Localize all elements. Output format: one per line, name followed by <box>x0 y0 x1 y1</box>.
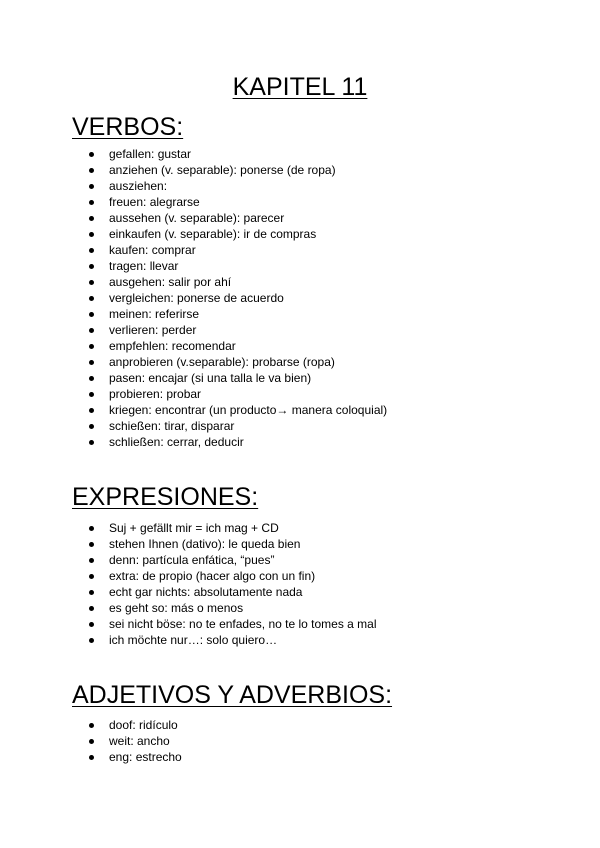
list-item: schießen: tirar, disparar <box>84 418 387 434</box>
list-item: anziehen (v. separable): ponerse (de ropa) <box>84 162 387 178</box>
list-item: schließen: cerrar, deducir <box>84 434 387 450</box>
list-item: ausziehen: <box>84 178 387 194</box>
list-item: verlieren: perder <box>84 322 387 338</box>
section-heading-expresiones: EXPRESIONES: <box>72 483 259 511</box>
verbos-list <box>84 146 387 450</box>
list-item: kriegen: encontrar (un producto→ manera coloquial) <box>84 402 387 418</box>
list-item: anprobieren (v.separable): probarse (ropa) <box>84 354 387 370</box>
list-item: doof: ridículo <box>84 717 182 733</box>
list-item: einkaufen (v. separable): ir de compras <box>84 226 387 242</box>
list-item: denn: partícula enfática, “pues” <box>84 552 377 568</box>
list-item: es geht so: más o menos <box>84 600 377 616</box>
section-heading-verbos: VERBOS: <box>72 113 184 141</box>
list-item: meinen: referirse <box>84 306 387 322</box>
section-heading-adjetivos: ADJETIVOS Y ADVERBIOS: <box>72 681 393 709</box>
list-item: Suj + gefällt mir = ich mag + CD <box>84 520 377 536</box>
list-item: ausgehen: salir por ahí <box>84 274 387 290</box>
list-item: weit: ancho <box>84 733 182 749</box>
list-item: aussehen (v. separable): parecer <box>84 210 387 226</box>
list-item: eng: estrecho <box>84 749 182 765</box>
list-item: echt gar nichts: absolutamente nada <box>84 584 377 600</box>
list-item: stehen Ihnen (dativo): le queda bien <box>84 536 377 552</box>
list-item: ich möchte nur…: solo quiero… <box>84 632 377 648</box>
page-title: KAPITEL 11 <box>232 73 368 101</box>
expresiones-list <box>84 520 377 648</box>
list-item: pasen: encajar (si una talla le va bien) <box>84 370 387 386</box>
list-item: probieren: probar <box>84 386 387 402</box>
list-item: tragen: llevar <box>84 258 387 274</box>
list-item: extra: de propio (hacer algo con un fin) <box>84 568 377 584</box>
list-item: freuen: alegrarse <box>84 194 387 210</box>
list-item: gefallen: gustar <box>84 146 387 162</box>
adjetivos-list <box>84 717 182 765</box>
list-item: sei nicht böse: no te enfades, no te lo tomes a mal <box>84 616 377 632</box>
list-item: kaufen: comprar <box>84 242 387 258</box>
list-item: empfehlen: recomendar <box>84 338 387 354</box>
list-item: vergleichen: ponerse de acuerdo <box>84 290 387 306</box>
